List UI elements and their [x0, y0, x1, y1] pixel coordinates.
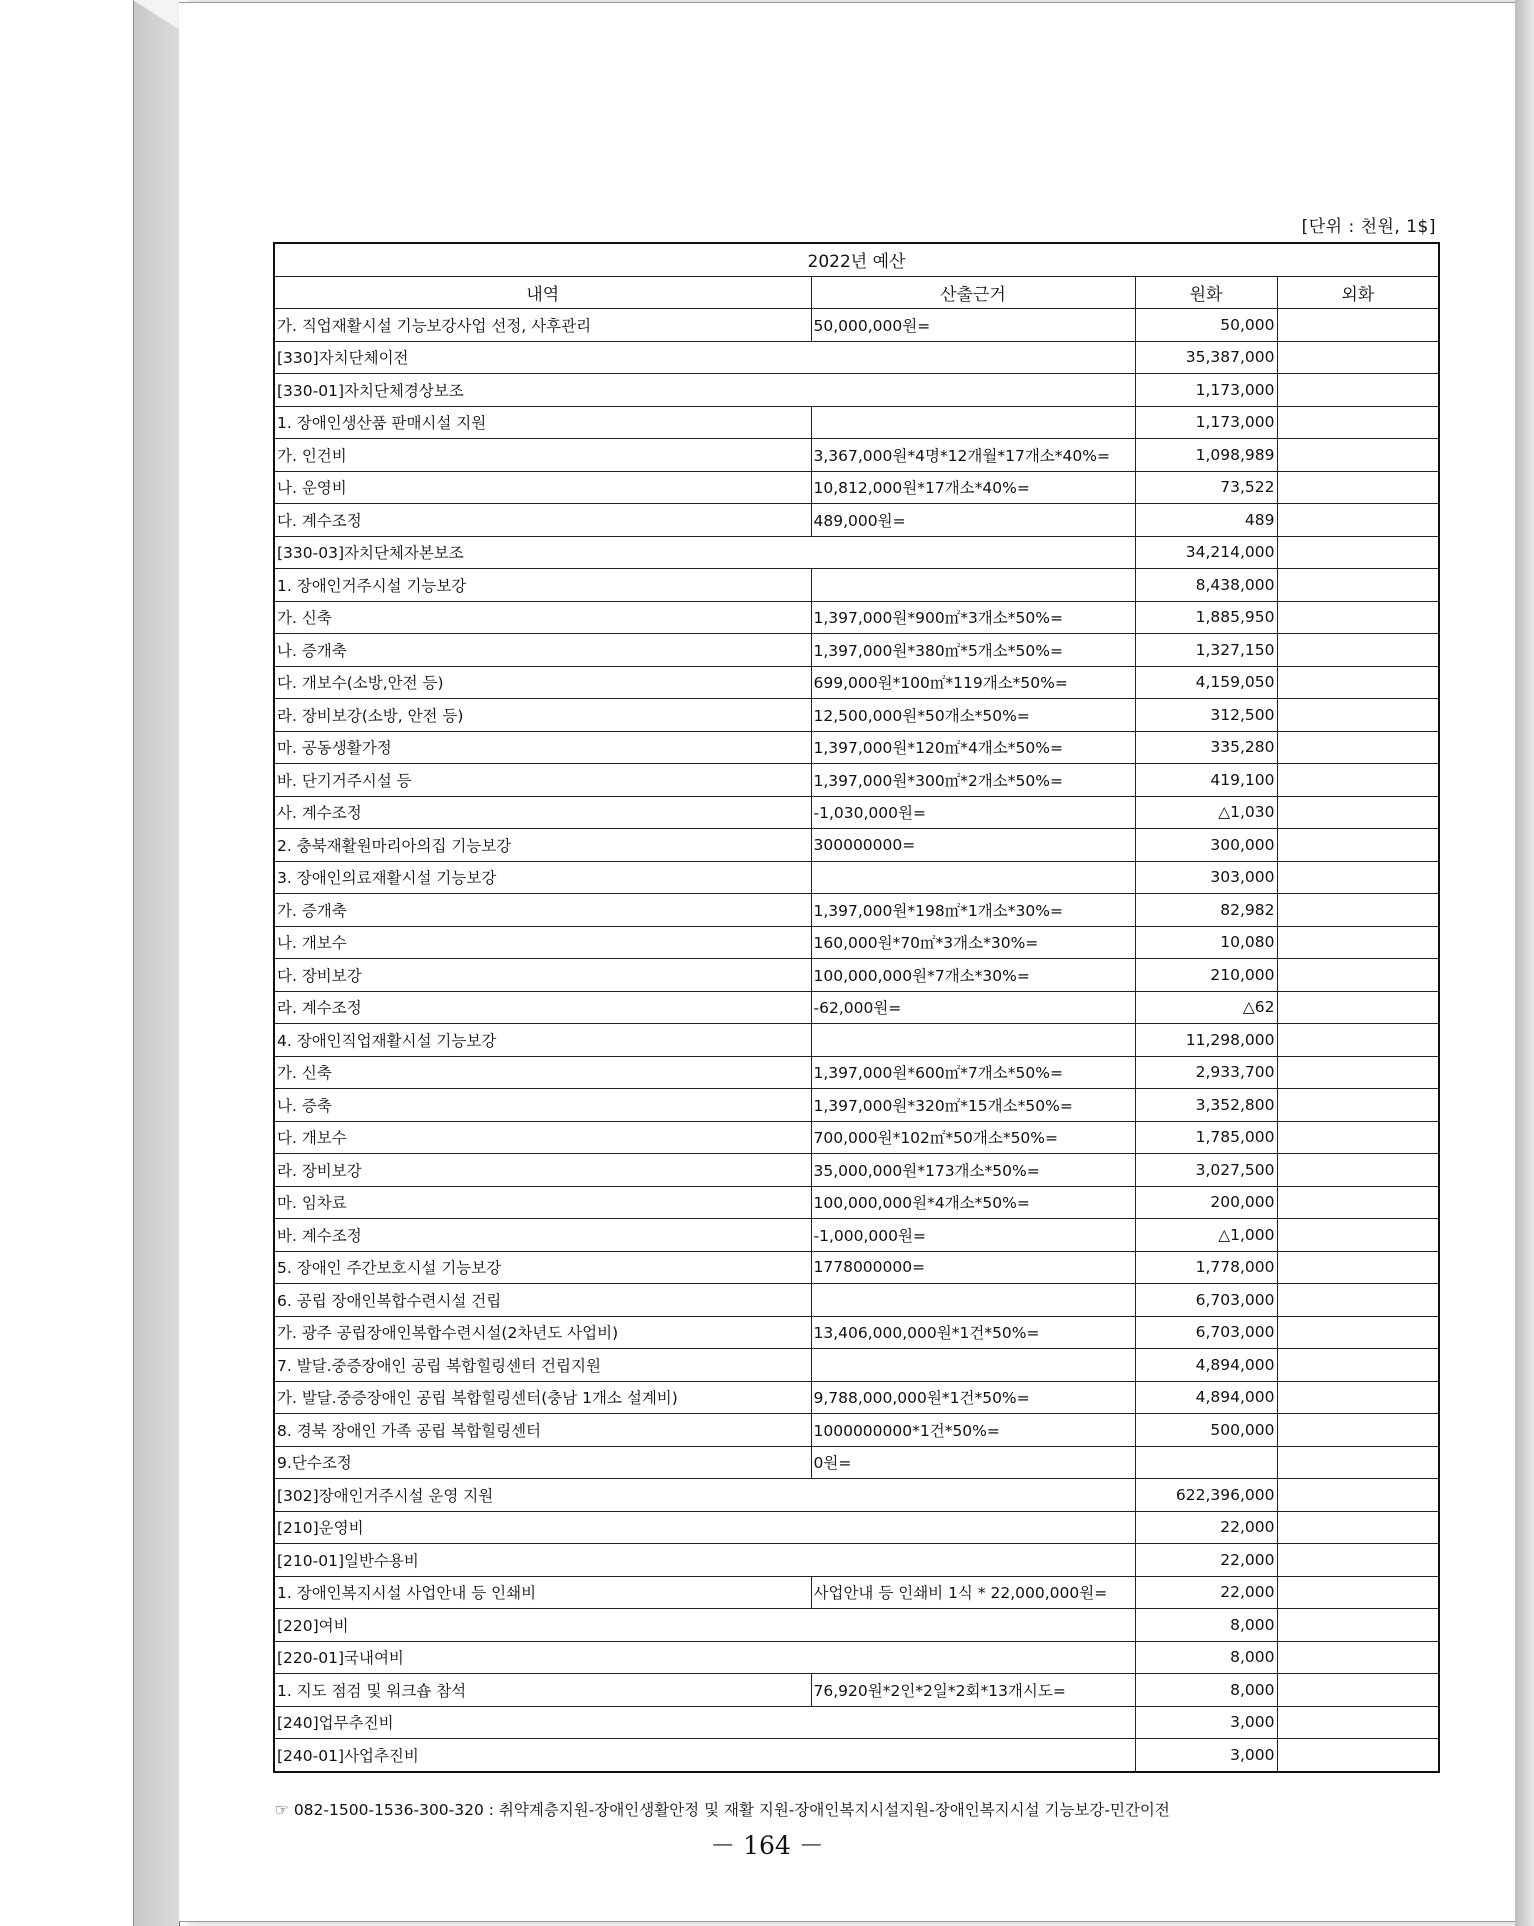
row-item: 나. 증개축: [274, 634, 811, 667]
account-code-footnote: ☞ 082-1500-1536-300-320 : 취약계층지원-장애인생활안정 및 재활 지원-장애인복지시설지원-장애인복지시설 기능보강-민간이전: [275, 1801, 1170, 1819]
row-foreign-amount: [1277, 1381, 1439, 1414]
row-krw-amount: 300,000: [1135, 829, 1277, 862]
table-row: [274, 634, 1439, 667]
row-foreign-amount: [1277, 1414, 1439, 1447]
table-row: [274, 1544, 1439, 1577]
row-krw-amount: 73,522: [1135, 471, 1277, 504]
row-basis: 489,000원=: [811, 504, 1135, 537]
row-item: [330-01]자치단체경상보조: [274, 374, 1135, 407]
table-row: [274, 1121, 1439, 1154]
row-foreign-amount: [1277, 569, 1439, 602]
row-krw-amount: 50,000: [1135, 309, 1277, 342]
table-row: [274, 699, 1439, 732]
row-krw-amount: 1,098,989: [1135, 439, 1277, 472]
row-krw-amount: 622,396,000: [1135, 1479, 1277, 1512]
row-basis: 1,397,000원*120㎡*4개소*50%=: [811, 731, 1135, 764]
table-row: [274, 764, 1439, 797]
table-row: [274, 374, 1439, 407]
row-item: 마. 공동생활가정: [274, 731, 811, 764]
row-item: 마. 임차료: [274, 1186, 811, 1219]
row-item: 5. 장애인 주간보호시설 기능보강: [274, 1251, 811, 1284]
row-basis: 1,397,000원*300㎡*2개소*50%=: [811, 764, 1135, 797]
row-foreign-amount: [1277, 309, 1439, 342]
row-item: 1. 장애인거주시설 기능보강: [274, 569, 811, 602]
row-krw-amount: 8,000: [1135, 1674, 1277, 1707]
row-item: 가. 광주 공립장애인복합수련시설(2차년도 사업비): [274, 1316, 811, 1349]
row-foreign-amount: [1277, 796, 1439, 829]
row-krw-amount: △1,000: [1135, 1219, 1277, 1252]
row-krw-amount: 35,387,000: [1135, 341, 1277, 374]
table-row: [274, 1089, 1439, 1122]
row-foreign-amount: [1277, 601, 1439, 634]
row-item: 1. 지도 점검 및 워크숍 참석: [274, 1674, 811, 1707]
table-row: [274, 1446, 1439, 1479]
row-krw-amount: 335,280: [1135, 731, 1277, 764]
table-row: [274, 1641, 1439, 1674]
row-foreign-amount: [1277, 1641, 1439, 1674]
row-foreign-amount: [1277, 861, 1439, 894]
row-item: 사. 계수조정: [274, 796, 811, 829]
row-krw-amount: 4,159,050: [1135, 666, 1277, 699]
row-krw-amount: 1,885,950: [1135, 601, 1277, 634]
row-foreign-amount: [1277, 634, 1439, 667]
row-foreign-amount: [1277, 1316, 1439, 1349]
budget-table: [273, 242, 1440, 1773]
row-foreign-amount: [1277, 959, 1439, 992]
row-item: 가. 직업재활시설 기능보강사업 선정, 사후관리: [274, 309, 811, 342]
row-item: 라. 계수조정: [274, 991, 811, 1024]
row-item: [240]업무추진비: [274, 1706, 1135, 1739]
row-krw-amount: 22,000: [1135, 1576, 1277, 1609]
row-krw-amount: 22,000: [1135, 1544, 1277, 1577]
row-foreign-amount: [1277, 1674, 1439, 1707]
row-item: 라. 장비보강(소방, 안전 등): [274, 699, 811, 732]
row-basis: [811, 1024, 1135, 1057]
row-foreign-amount: [1277, 764, 1439, 797]
row-item: 가. 신축: [274, 601, 811, 634]
row-item: 다. 개보수(소방,안전 등): [274, 666, 811, 699]
row-foreign-amount: [1277, 991, 1439, 1024]
row-basis: 3,367,000원*4명*12개월*17개소*40%=: [811, 439, 1135, 472]
row-foreign-amount: [1277, 1706, 1439, 1739]
table-row: [274, 1056, 1439, 1089]
row-krw-amount: △62: [1135, 991, 1277, 1024]
row-basis: 사업안내 등 인쇄비 1식 * 22,000,000원=: [811, 1576, 1135, 1609]
row-krw-amount: 1,173,000: [1135, 374, 1277, 407]
row-krw-amount: 312,500: [1135, 699, 1277, 732]
table-row: [274, 1609, 1439, 1642]
row-basis: [811, 861, 1135, 894]
row-foreign-amount: [1277, 1544, 1439, 1577]
row-krw-amount: 8,438,000: [1135, 569, 1277, 602]
row-krw-amount: △1,030: [1135, 796, 1277, 829]
table-row: [274, 439, 1439, 472]
row-item: 나. 운영비: [274, 471, 811, 504]
row-foreign-amount: [1277, 1154, 1439, 1187]
table-row: [274, 666, 1439, 699]
row-foreign-amount: [1277, 1349, 1439, 1382]
row-item: 가. 인건비: [274, 439, 811, 472]
row-basis: 1778000000=: [811, 1251, 1135, 1284]
row-basis: 10,812,000원*17개소*40%=: [811, 471, 1135, 504]
row-item: 7. 발달.중증장애인 공립 복합힐링센터 건립지원: [274, 1349, 811, 1382]
table-row: [274, 861, 1439, 894]
row-krw-amount: 1,173,000: [1135, 406, 1277, 439]
row-krw-amount: 200,000: [1135, 1186, 1277, 1219]
row-basis: 1,397,000원*198㎡*1개소*30%=: [811, 894, 1135, 927]
row-foreign-amount: [1277, 471, 1439, 504]
row-item: [210-01]일반수용비: [274, 1544, 1135, 1577]
table-row: [274, 1739, 1439, 1772]
row-foreign-amount: [1277, 1056, 1439, 1089]
table-header-row: [274, 276, 1439, 309]
row-foreign-amount: [1277, 1739, 1439, 1772]
table-row: [274, 471, 1439, 504]
row-basis: [811, 406, 1135, 439]
row-basis: 699,000원*100㎡*119개소*50%=: [811, 666, 1135, 699]
row-foreign-amount: [1277, 1219, 1439, 1252]
book-spine-corner: [133, 0, 180, 30]
row-basis: 1,397,000원*600㎡*7개소*50%=: [811, 1056, 1135, 1089]
table-row: [274, 536, 1439, 569]
row-krw-amount: 3,027,500: [1135, 1154, 1277, 1187]
row-krw-amount: 22,000: [1135, 1511, 1277, 1544]
table-row: [274, 1284, 1439, 1317]
row-basis: 50,000,000원=: [811, 309, 1135, 342]
row-basis: 12,500,000원*50개소*50%=: [811, 699, 1135, 732]
row-item: 바. 계수조정: [274, 1219, 811, 1252]
row-foreign-amount: [1277, 374, 1439, 407]
row-item: 라. 장비보강: [274, 1154, 811, 1187]
row-basis: 1,397,000원*380㎡*5개소*50%=: [811, 634, 1135, 667]
row-item: 가. 증개축: [274, 894, 811, 927]
table-row: [274, 309, 1439, 342]
row-item: [330]자치단체이전: [274, 341, 1135, 374]
row-basis: 160,000원*70㎡*3개소*30%=: [811, 926, 1135, 959]
row-foreign-amount: [1277, 439, 1439, 472]
row-basis: 1,397,000원*320㎡*15개소*50%=: [811, 1089, 1135, 1122]
row-item: 1. 장애인생산품 판매시설 지원: [274, 406, 811, 439]
header-item: 내역: [274, 276, 811, 309]
row-basis: 76,920원*2인*2일*2회*13개시도=: [811, 1674, 1135, 1707]
table-row: [274, 894, 1439, 927]
book-spine: [133, 0, 180, 1926]
row-item: [220]여비: [274, 1609, 1135, 1642]
table-title-row: [274, 243, 1439, 276]
row-foreign-amount: [1277, 666, 1439, 699]
row-foreign-amount: [1277, 1089, 1439, 1122]
table-body: [274, 309, 1439, 1772]
unit-label: [단위 : 천원, 1$]: [1301, 217, 1436, 237]
row-krw-amount: 210,000: [1135, 959, 1277, 992]
row-foreign-amount: [1277, 894, 1439, 927]
row-krw-amount: 2,933,700: [1135, 1056, 1277, 1089]
row-krw-amount: 303,000: [1135, 861, 1277, 894]
table-row: [274, 1479, 1439, 1512]
row-foreign-amount: [1277, 699, 1439, 732]
row-basis: 700,000원*102㎡*50개소*50%=: [811, 1121, 1135, 1154]
page-edge-shadow: [1515, 0, 1534, 1926]
row-item: [240-01]사업추진비: [274, 1739, 1135, 1772]
row-krw-amount: 10,080: [1135, 926, 1277, 959]
row-foreign-amount: [1277, 406, 1439, 439]
row-basis: 9,788,000,000원*1건*50%=: [811, 1381, 1135, 1414]
table-row: [274, 341, 1439, 374]
row-item: 8. 경북 장애인 가족 공립 복합힐링센터: [274, 1414, 811, 1447]
table-row: [274, 1024, 1439, 1057]
row-item: 다. 장비보강: [274, 959, 811, 992]
table-title: 2022년 예산: [274, 243, 1439, 276]
row-item: 나. 증축: [274, 1089, 811, 1122]
row-foreign-amount: [1277, 536, 1439, 569]
row-item: 9.단수조정: [274, 1446, 811, 1479]
row-krw-amount: 6,703,000: [1135, 1284, 1277, 1317]
row-krw-amount: 1,778,000: [1135, 1251, 1277, 1284]
table-row: [274, 731, 1439, 764]
header-foreign: 외화: [1277, 276, 1439, 309]
row-basis: 1,397,000원*900㎡*3개소*50%=: [811, 601, 1135, 634]
row-krw-amount: 489: [1135, 504, 1277, 537]
row-item: 2. 충북재활원마리아의집 기능보강: [274, 829, 811, 862]
row-foreign-amount: [1277, 504, 1439, 537]
table-row: [274, 1381, 1439, 1414]
row-basis: 13,406,000,000원*1건*50%=: [811, 1316, 1135, 1349]
table-row: [274, 1674, 1439, 1707]
table-row: [274, 1414, 1439, 1447]
row-krw-amount: 34,214,000: [1135, 536, 1277, 569]
row-krw-amount: 11,298,000: [1135, 1024, 1277, 1057]
table-row: [274, 1251, 1439, 1284]
table-row: [274, 1219, 1439, 1252]
row-foreign-amount: [1277, 1186, 1439, 1219]
row-item: [210]운영비: [274, 1511, 1135, 1544]
table-row: [274, 406, 1439, 439]
row-krw-amount: 8,000: [1135, 1609, 1277, 1642]
table-row: [274, 926, 1439, 959]
header-basis: 산출근거: [811, 276, 1135, 309]
table-row: [274, 601, 1439, 634]
row-basis: -62,000원=: [811, 991, 1135, 1024]
row-krw-amount: 419,100: [1135, 764, 1277, 797]
row-basis: [811, 569, 1135, 602]
table-row: [274, 1154, 1439, 1187]
row-krw-amount: 6,703,000: [1135, 1316, 1277, 1349]
row-krw-amount: 82,982: [1135, 894, 1277, 927]
row-item: 가. 신축: [274, 1056, 811, 1089]
row-basis: 100,000,000원*7개소*30%=: [811, 959, 1135, 992]
row-krw-amount: 3,000: [1135, 1739, 1277, 1772]
row-item: [302]장애인거주시설 운영 지원: [274, 1479, 1135, 1512]
row-foreign-amount: [1277, 1121, 1439, 1154]
row-foreign-amount: [1277, 1511, 1439, 1544]
row-foreign-amount: [1277, 1609, 1439, 1642]
table-row: [274, 1576, 1439, 1609]
row-foreign-amount: [1277, 829, 1439, 862]
row-item: 4. 장애인직업재활시설 기능보강: [274, 1024, 811, 1057]
row-item: 가. 발달.중증장애인 공립 복합힐링센터(충남 1개소 설계비): [274, 1381, 811, 1414]
row-foreign-amount: [1277, 1024, 1439, 1057]
table-row: [274, 1706, 1439, 1739]
row-item: 다. 개보수: [274, 1121, 811, 1154]
table-row: [274, 959, 1439, 992]
table-row: [274, 1186, 1439, 1219]
row-krw-amount: 3,352,800: [1135, 1089, 1277, 1122]
table-row: [274, 569, 1439, 602]
row-foreign-amount: [1277, 1576, 1439, 1609]
row-foreign-amount: [1277, 1446, 1439, 1479]
row-krw-amount: 4,894,000: [1135, 1349, 1277, 1382]
row-item: 1. 장애인복지시설 사업안내 등 인쇄비: [274, 1576, 811, 1609]
row-foreign-amount: [1277, 1284, 1439, 1317]
row-item: 3. 장애인의료재활시설 기능보강: [274, 861, 811, 894]
row-foreign-amount: [1277, 926, 1439, 959]
row-krw-amount: [1135, 1446, 1277, 1479]
table-row: [274, 796, 1439, 829]
header-krw: 원화: [1135, 276, 1277, 309]
row-basis: -1,000,000원=: [811, 1219, 1135, 1252]
row-foreign-amount: [1277, 341, 1439, 374]
row-krw-amount: 1,327,150: [1135, 634, 1277, 667]
row-basis: 0원=: [811, 1446, 1135, 1479]
row-item: 바. 단기거주시설 등: [274, 764, 811, 797]
row-krw-amount: 8,000: [1135, 1641, 1277, 1674]
table-row: [274, 991, 1439, 1024]
table-row: [274, 1349, 1439, 1382]
row-basis: 35,000,000원*173개소*50%=: [811, 1154, 1135, 1187]
table-row: [274, 829, 1439, 862]
row-foreign-amount: [1277, 731, 1439, 764]
table-row: [274, 1316, 1439, 1349]
row-foreign-amount: [1277, 1479, 1439, 1512]
row-basis: -1,030,000원=: [811, 796, 1135, 829]
row-item: [330-03]자치단체자본보조: [274, 536, 1135, 569]
table-row: [274, 504, 1439, 537]
row-basis: 1000000000*1건*50%=: [811, 1414, 1135, 1447]
row-foreign-amount: [1277, 1251, 1439, 1284]
row-item: 다. 계수조정: [274, 504, 811, 537]
row-item: [220-01]국내여비: [274, 1641, 1135, 1674]
row-item: 나. 개보수: [274, 926, 811, 959]
row-basis: 100,000,000원*4개소*50%=: [811, 1186, 1135, 1219]
table-row: [274, 1511, 1439, 1544]
row-basis: [811, 1349, 1135, 1382]
row-basis: [811, 1284, 1135, 1317]
row-krw-amount: 1,785,000: [1135, 1121, 1277, 1154]
row-item: 6. 공립 장애인복합수련시설 건립: [274, 1284, 811, 1317]
row-krw-amount: 500,000: [1135, 1414, 1277, 1447]
page-number: － 164 －: [710, 1831, 824, 1860]
row-krw-amount: 3,000: [1135, 1706, 1277, 1739]
row-basis: 300000000=: [811, 829, 1135, 862]
row-krw-amount: 4,894,000: [1135, 1381, 1277, 1414]
